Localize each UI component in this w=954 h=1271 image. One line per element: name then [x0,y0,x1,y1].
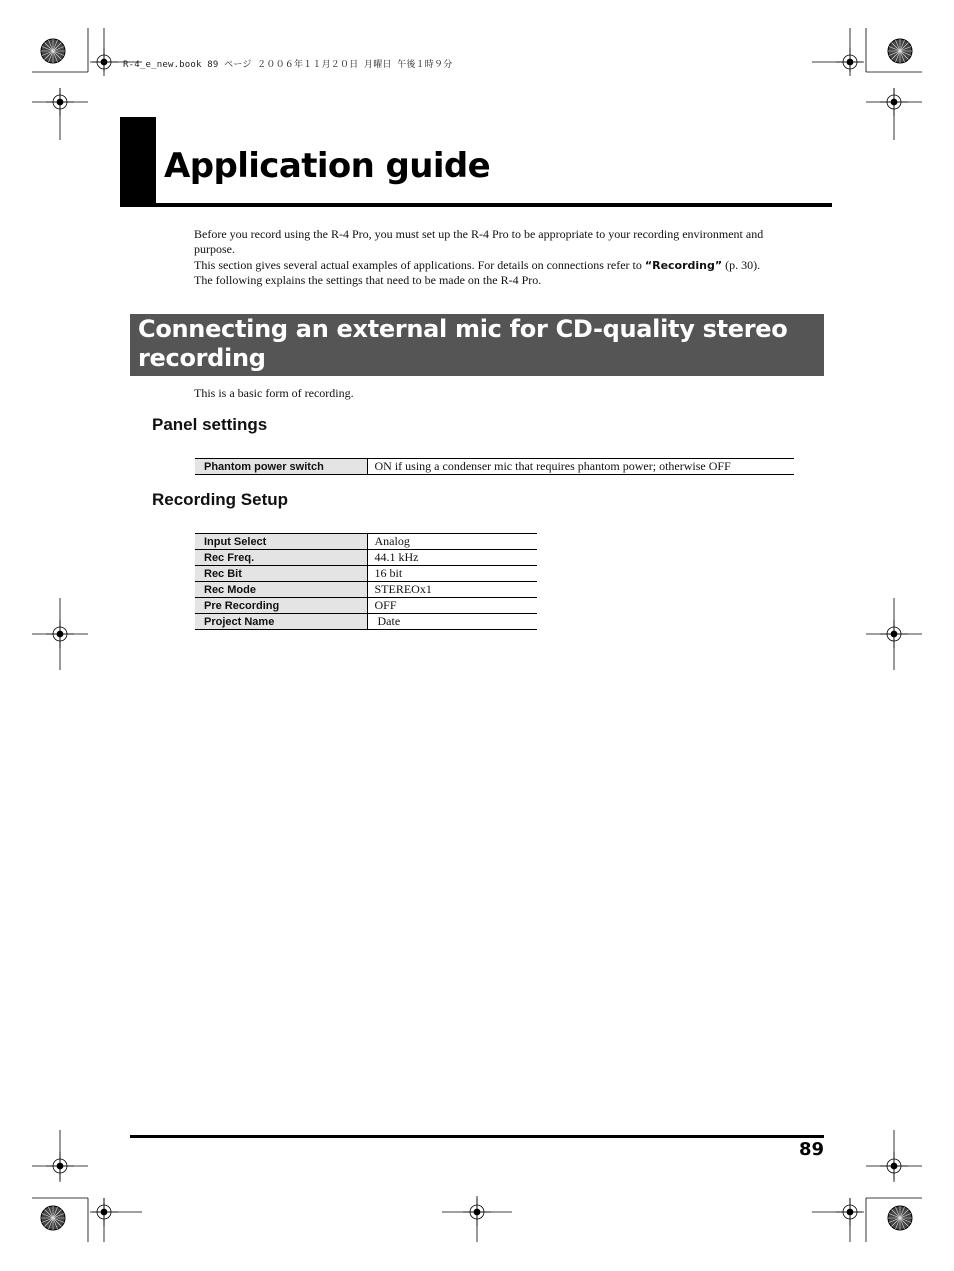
setting-label: Rec Mode [195,582,367,598]
intro-line-2-tail: (p. 30). The following explains the settings that need to be made on the R-4 Pro. [194,257,761,288]
table-row [195,614,537,630]
setting-value: OFF [367,598,537,614]
setting-value: STEREOx1 [367,582,537,598]
intro-line-2 [194,258,764,289]
intro-line-1: Before you record using the R-4 Pro, you must set up the R-4 Pro to be appropriate to your recording environment and purpose. [194,227,764,257]
table-row [195,550,537,566]
chapter-title-rule [120,203,832,207]
panel-settings-table [195,458,794,475]
setting-label: Rec Freq. [195,550,367,566]
setting-label: Project Name [195,614,367,630]
setting-value: 16 bit [367,566,537,582]
print-header: R-4_e_new.book 89 ページ ２００６年１１月２０日 月曜日 午後１時９分 [123,60,453,70]
intro-paragraph [194,227,764,289]
recording-setup-table [195,533,537,630]
setting-value: Date [367,614,537,630]
intro-line-2-text: This section gives several actual examples of applications. For details on connections refer to [194,257,645,272]
panel-settings-heading: Panel settings [152,415,268,434]
section-heading-bar [130,314,824,376]
setting-label: Input Select [195,534,367,550]
footer-rule [130,1135,824,1138]
chapter-tab-marker [120,117,156,206]
page-number: 89 [798,1139,824,1160]
recording-setup-heading: Recording Setup [152,490,289,509]
table-row [195,534,537,550]
chapter-title: Application guide [164,146,491,186]
setting-value: Analog [374,534,410,548]
setting-label: Rec Bit [195,566,367,582]
section-description: This is a basic form of recording. [194,386,354,400]
setting-label: Phantom power switch [195,459,367,475]
table-row [195,459,794,475]
recording-cross-reference: “Recording” [644,258,723,272]
table-row [195,598,537,614]
setting-value: 44.1 kHz [367,550,537,566]
setting-value: ON if using a condenser mic that requires phantom power; otherwise OFF [374,459,731,473]
setting-label: Pre Recording [195,598,367,614]
table-row [195,566,537,582]
section-title: Connecting an external mic for CD-quality stereo recording [138,315,788,372]
table-row [195,582,537,598]
